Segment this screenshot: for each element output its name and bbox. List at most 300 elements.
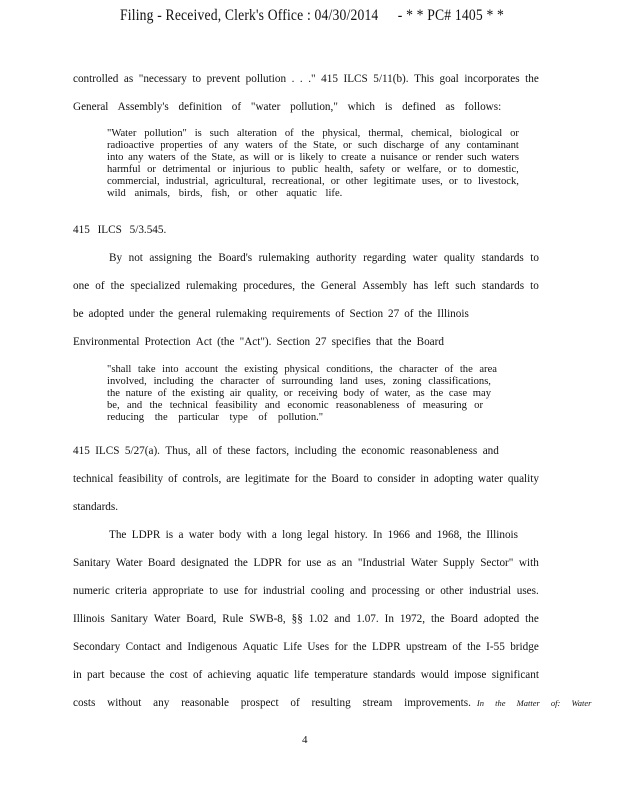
word: controlled <box>73 73 119 85</box>
word: other <box>440 585 464 597</box>
word: as <box>123 73 134 85</box>
pc-number: - * * PC# 1405 * * <box>397 7 505 24</box>
word: the <box>467 529 481 541</box>
word: body <box>343 388 365 399</box>
word: any <box>445 140 461 151</box>
body-line <box>73 72 539 86</box>
word: ILCS <box>95 445 120 457</box>
word: including <box>294 445 337 457</box>
word: "shall <box>107 364 132 375</box>
word: alteration <box>236 128 277 139</box>
word: or <box>342 140 352 151</box>
word: into <box>107 152 124 163</box>
word: body <box>218 529 242 541</box>
word: reasonableness <box>335 400 400 411</box>
word: such <box>467 152 487 163</box>
word: conditions, <box>326 364 373 375</box>
word: Aquatic <box>242 641 278 653</box>
word: the <box>149 400 163 411</box>
word: the <box>525 613 539 625</box>
word: quality <box>507 473 539 485</box>
word: aquatic <box>256 669 289 681</box>
word: legitimate <box>373 176 416 187</box>
block-quote-line <box>107 164 519 175</box>
word: any <box>128 152 144 163</box>
word: Sector" <box>480 557 514 569</box>
body-line <box>73 307 469 321</box>
word: history. <box>334 529 368 541</box>
word: to <box>363 473 373 485</box>
word: Contact <box>125 641 161 653</box>
word: measuring <box>422 400 467 411</box>
word: or <box>448 176 458 187</box>
page-number: 4 <box>302 734 308 746</box>
word: nature <box>125 388 153 399</box>
block-quote-line: reducing the particular type of pollution." <box>107 412 324 423</box>
word: The <box>109 529 127 541</box>
word: all <box>196 445 208 457</box>
word: may <box>472 388 491 399</box>
word: recreational, <box>272 176 325 187</box>
word: quality, <box>246 388 279 399</box>
word: render <box>435 152 463 163</box>
word: part <box>87 669 105 681</box>
word: Board <box>331 473 359 485</box>
word: these <box>227 445 251 457</box>
word: use <box>223 585 239 597</box>
word: welfare, <box>406 164 442 175</box>
word: of <box>168 473 178 485</box>
word: rulemaking <box>258 252 310 264</box>
word: of <box>192 669 203 681</box>
word: water <box>412 252 438 264</box>
word: the <box>467 641 481 653</box>
word: . <box>291 73 295 85</box>
word: to <box>530 252 539 264</box>
word: 1972, <box>399 613 426 625</box>
word: LDPR <box>131 529 161 541</box>
word: By <box>109 252 123 264</box>
word: Rule <box>222 613 244 625</box>
word: of <box>265 376 275 387</box>
word: and <box>482 445 499 457</box>
word: the <box>198 252 212 264</box>
word: 1.07. <box>356 613 379 625</box>
word: requirements <box>271 308 331 320</box>
word: standards <box>481 252 524 264</box>
filing-header <box>120 7 525 25</box>
word: public <box>291 164 319 175</box>
word: Board <box>416 336 444 348</box>
word: a <box>371 152 376 163</box>
word: Supply <box>442 557 475 569</box>
word: nuisance <box>380 152 418 163</box>
word: Water <box>410 557 438 569</box>
word: detrimental <box>162 164 211 175</box>
word: uses, <box>364 376 386 387</box>
word: regarding <box>363 252 406 264</box>
word: the <box>301 280 315 292</box>
word: pollution" <box>144 128 187 139</box>
word: I-55 <box>486 641 505 653</box>
word: is <box>165 529 174 541</box>
word: 27 <box>315 336 327 348</box>
word: Assembly <box>362 280 408 292</box>
word: uses, <box>421 176 443 187</box>
word: In <box>384 613 394 625</box>
word: classifications, <box>428 376 491 387</box>
word: of <box>404 308 414 320</box>
word: 1966 <box>387 529 410 541</box>
word: waters <box>491 152 519 163</box>
word: left <box>434 280 450 292</box>
word: 5/27(a). <box>124 445 160 457</box>
word: of <box>452 641 462 653</box>
word: 1968, <box>436 529 462 541</box>
word: physical <box>284 364 320 375</box>
word: procedures, <box>243 280 296 292</box>
word: Board <box>450 613 478 625</box>
word: LDPR <box>371 641 401 653</box>
word: area <box>479 364 497 375</box>
word: health, <box>324 164 354 175</box>
word: SWB-8, <box>249 613 286 625</box>
word: harmful <box>107 164 141 175</box>
block-quote-line <box>107 128 519 139</box>
word: §§ <box>291 613 303 625</box>
word: will <box>253 152 270 163</box>
word: criteria <box>115 585 147 597</box>
body-line <box>73 444 499 458</box>
word: controls, <box>182 473 222 485</box>
word: adopted <box>88 308 124 320</box>
word: State, <box>211 152 236 163</box>
word: with <box>246 529 267 541</box>
body-line-text: costs without any reasonable prospect of resulting stream improvements. <box>73 697 471 709</box>
word: or <box>425 585 435 597</box>
word: in <box>73 669 82 681</box>
word: rulemaking <box>186 280 238 292</box>
word: to <box>463 164 472 175</box>
body-line <box>73 335 444 349</box>
word: of <box>370 388 379 399</box>
word: or <box>474 400 483 411</box>
word: the <box>301 128 315 139</box>
block-quote-line <box>107 388 491 399</box>
word: 1.02 <box>308 613 329 625</box>
word: the <box>459 364 473 375</box>
word: the <box>150 669 165 681</box>
word: domestic, <box>477 164 519 175</box>
word: for <box>334 641 348 653</box>
word: Illinois <box>73 613 105 625</box>
word: or <box>217 164 227 175</box>
word: because <box>109 669 146 681</box>
word: the <box>107 388 120 399</box>
word: of <box>284 128 294 139</box>
word: consider <box>377 473 416 485</box>
word: character <box>220 376 260 387</box>
word: industrial <box>468 585 512 597</box>
word: the <box>193 152 207 163</box>
word: Uses <box>307 641 330 653</box>
word: reasonableness <box>410 445 478 457</box>
word: Life <box>283 641 302 653</box>
word: waters <box>245 140 273 151</box>
word: significant <box>491 669 539 681</box>
word: or <box>447 164 457 175</box>
word: "Water <box>107 128 137 139</box>
word: the <box>525 73 539 85</box>
word: with <box>518 557 539 569</box>
body-line: General Assembly's definition of "water pollution," which is defined as follows: <box>73 101 502 113</box>
word: the <box>159 308 174 320</box>
word: Board <box>147 557 176 569</box>
word: livestock, <box>478 176 519 187</box>
word: processing <box>371 585 420 597</box>
word: industrial <box>262 585 306 597</box>
block-quote-line <box>107 376 491 387</box>
body-line <box>73 472 539 486</box>
word: technical <box>73 473 114 485</box>
word: adopted <box>483 613 520 625</box>
word: feasibility <box>118 473 164 485</box>
word: Secondary <box>73 641 121 653</box>
word: is <box>194 128 202 139</box>
word: other <box>345 176 368 187</box>
word: commercial, <box>107 176 160 187</box>
word: specialized <box>130 280 181 292</box>
word: and <box>415 529 432 541</box>
word: surrounding <box>281 376 333 387</box>
word: or <box>274 152 284 163</box>
citation: 415 ILCS 5/3.545. <box>73 224 167 236</box>
word: for <box>244 585 258 597</box>
word: This <box>414 73 434 85</box>
word: Water <box>153 613 181 625</box>
word: rulemaking <box>215 308 267 320</box>
word: water <box>188 529 214 541</box>
block-quote-line <box>107 152 519 163</box>
word: and <box>126 400 143 411</box>
word: agricultural, <box>214 176 266 187</box>
body-line <box>73 556 539 570</box>
word: including <box>153 376 194 387</box>
word: Section <box>276 336 311 348</box>
word: the <box>342 445 356 457</box>
word: water <box>478 473 503 485</box>
word: numeric <box>73 585 110 597</box>
word: waters <box>148 152 176 163</box>
body-line <box>73 279 539 293</box>
word: the <box>200 376 214 387</box>
word: the <box>418 308 433 320</box>
block-quote-line <box>107 364 497 375</box>
word: cooling <box>310 585 345 597</box>
word: the <box>110 280 125 292</box>
word: to <box>328 152 337 163</box>
word: of <box>430 140 439 151</box>
word: the <box>430 388 444 399</box>
word: an <box>341 557 353 569</box>
word: incorporates <box>464 73 520 85</box>
word: that <box>375 336 393 348</box>
word: has <box>413 280 429 292</box>
word: as <box>415 388 425 399</box>
word: of <box>157 388 167 399</box>
word: feasibility <box>215 400 258 411</box>
word: life <box>294 669 310 681</box>
word: of <box>95 280 105 292</box>
word: is <box>287 152 295 163</box>
word: Board's <box>218 252 253 264</box>
word: of <box>335 308 345 320</box>
word: Protection <box>144 336 191 348</box>
word: water, <box>384 388 411 399</box>
word: involved, <box>107 376 147 387</box>
word: "Industrial <box>357 557 406 569</box>
word: legal <box>307 529 330 541</box>
word: authority <box>316 252 357 264</box>
word: pollution <box>245 73 287 85</box>
word: standards <box>481 280 525 292</box>
word: thermal, <box>368 128 404 139</box>
word: to <box>463 176 472 187</box>
word: Illinois <box>486 529 518 541</box>
word: the <box>234 557 248 569</box>
word: 5/11(b). <box>373 73 409 85</box>
word: achieving <box>207 669 252 681</box>
block-quote-line <box>107 176 519 187</box>
word: for <box>294 473 308 485</box>
word: any <box>223 140 239 151</box>
word: for <box>287 557 301 569</box>
word: general <box>178 308 211 320</box>
word: and <box>349 585 367 597</box>
word: impose <box>454 669 487 681</box>
word: as <box>239 152 249 163</box>
word: factors, <box>255 445 290 457</box>
word: Act <box>195 336 212 348</box>
word: State, <box>312 140 337 151</box>
word: "necessary <box>138 73 187 85</box>
word: In <box>372 529 383 541</box>
word: upstream <box>405 641 447 653</box>
word: standards <box>373 669 416 681</box>
word: of <box>208 140 218 151</box>
word: air <box>229 388 242 399</box>
word: the <box>172 388 186 399</box>
word: designated <box>180 557 229 569</box>
word: create <box>341 152 367 163</box>
word: 27 <box>388 308 400 320</box>
word: Thus, <box>165 445 191 457</box>
word: existing <box>244 364 278 375</box>
word: assigning <box>149 252 192 264</box>
word: to <box>192 73 202 85</box>
word: be, <box>107 400 120 411</box>
word: ." <box>308 73 316 85</box>
word: and <box>334 613 351 625</box>
word: technical <box>169 400 208 411</box>
body-line <box>73 696 592 710</box>
body-line <box>73 668 539 682</box>
word: a <box>271 529 277 541</box>
word: adopting <box>433 473 474 485</box>
word: to <box>209 585 218 597</box>
word: General <box>320 280 357 292</box>
word: or <box>283 388 293 399</box>
word: injurious <box>232 164 271 175</box>
word: properties <box>160 140 203 151</box>
word: long <box>282 529 303 541</box>
word: the <box>224 364 238 375</box>
word: zoning <box>392 376 422 387</box>
word: case <box>448 388 468 399</box>
word: uses. <box>516 585 539 597</box>
block-quote-line <box>107 400 483 411</box>
word: receiving <box>298 388 338 399</box>
word: Illinois <box>437 308 469 320</box>
word: or <box>391 164 401 175</box>
word: 415 <box>321 73 338 85</box>
filing-stamp: Filing - Received, Clerk's Office : 04/30/2014 <box>120 7 379 24</box>
word: are <box>226 473 240 485</box>
word: or <box>330 176 340 187</box>
word: or <box>422 152 431 163</box>
word: in <box>420 473 429 485</box>
word: of <box>444 364 454 375</box>
word: bridge <box>510 641 539 653</box>
word: such <box>209 128 230 139</box>
word: existing <box>190 388 225 399</box>
word: radioactive <box>107 140 155 151</box>
word: a <box>178 529 184 541</box>
word: cost <box>169 669 188 681</box>
word: and <box>165 641 182 653</box>
word: the <box>379 364 393 375</box>
word: . <box>299 73 303 85</box>
word: Sanitary <box>73 557 111 569</box>
word: such <box>455 280 476 292</box>
word: take <box>137 364 156 375</box>
word: industrial, <box>165 176 209 187</box>
word: quality <box>443 252 475 264</box>
word: the <box>352 641 367 653</box>
word: (the <box>217 336 235 348</box>
word: one <box>73 280 90 292</box>
word: chemical, <box>411 128 452 139</box>
block-quote-line <box>107 140 519 151</box>
body-line <box>73 612 539 626</box>
word: or <box>510 128 519 139</box>
word: to <box>276 164 286 175</box>
word: use <box>306 557 322 569</box>
word: economic <box>361 445 405 457</box>
word: of <box>212 445 222 457</box>
word: or <box>147 164 156 175</box>
body-line <box>73 584 539 598</box>
word: likely <box>299 152 324 163</box>
word: safety <box>359 164 385 175</box>
word: appropriate <box>152 585 204 597</box>
word: specifies <box>331 336 371 348</box>
word: to <box>530 280 539 292</box>
word: physical, <box>322 128 361 139</box>
body-line <box>109 528 518 542</box>
word: not <box>128 252 143 264</box>
case-citation-italic: In the Matter of: Water <box>476 698 592 708</box>
